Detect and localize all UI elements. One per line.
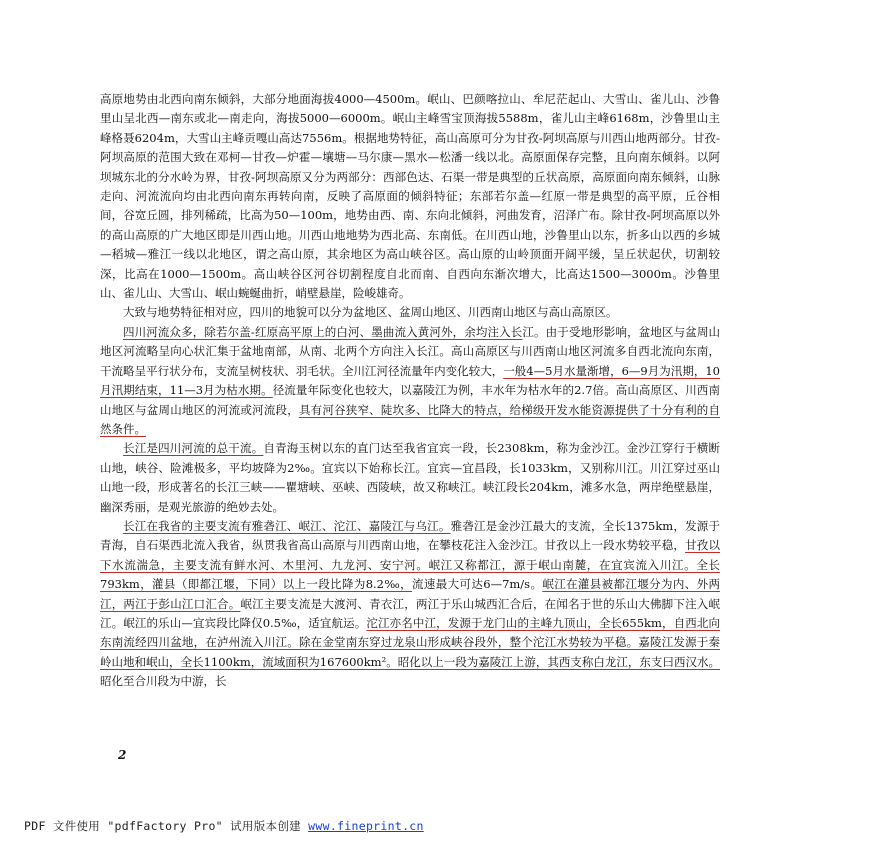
text-span: 径流量年际变化也较大，以嘉陵江为例，丰水年为枯水年的2.7倍。高山高原区、川西南山地区与盆周山地区的河流或河流段， bbox=[100, 383, 720, 417]
paragraph-landform-summary: 大致与地势特征相对应，四川的地貌可以分为盆地区、盆周山地区、川西南山地区与高山高原区。 bbox=[123, 305, 618, 320]
paragraph-yangtze bbox=[100, 439, 720, 517]
text-span: 岷江主要支流是大渡河、青衣江，两江于乐山城西汇合后，在闻名于世的乐山大佛脚下注入岷江。岷江的乐山—宜宾段比降仅0.5‰，适宜航运。 bbox=[100, 596, 720, 630]
document-body bbox=[100, 90, 720, 692]
underlined-text: 沱江亦名中江，发源于龙门山的主峰九顶山，全长655km，自西北向东南流经四川盆地，在泸州流入川江。 bbox=[100, 615, 720, 650]
underlined-text: 长江是四川河流的总干流。 bbox=[123, 441, 264, 456]
paragraph-plateau: 高原地势由北西向南东倾斜，大部分地面海拔4000—4500m。岷山、巴颜喀拉山、牟尼茫起山、大雪山、雀儿山、沙鲁里山呈北西—南东或北—南走向，海拔5000—6000m。岷山主峰雪宝顶海拔5588m，雀儿山主峰6168m，沙鲁里山主峰格聂6204m，大雪山主峰贡嘎山高达7556m。根据地势特征，高山高原可分为甘孜-阿坝高原与川西山地两部分。甘孜-阿坝高原的范围大致在邓柯—甘孜—炉霍—壤塘—马尔康—黑水—松潘一线以北。高原面保存完整，且向南东倾斜。以阿坝城东北的分水岭为界，甘孜-阿坝高原又分为两部分：西部色达、石渠一带是典型的丘状高原，高原面向南东倾斜，山脉走向、河流流向均由北西向南东再转向南，反映了高原面的倾斜特征；东部若尔盖—红原一带是典型的高平原，丘谷相间，谷宽丘圆，排列稀疏，比高为50—100m，地势由西、南、东向北倾斜，河曲发育，沼泽广布。除甘孜-阿坝高原以外的高山高原的广大地区即是川西山地。川西山地地势为西北高、东南低。在川西山地，沙鲁里山以东，折多山以西的乡城—稻城—雅江一线以北地区，谓之高山原，其余地区为高山峡谷区。高山原的山岭顶面开阔平缓，呈丘状起伏，切割较深，比高在1000—1500m。高山峡谷区河谷切割程度自北而南、自西向东渐次增大，比高达1500—3000m。沙鲁里山、雀儿山、大雪山、岷山蜿蜒曲折，峭壁悬崖，险峻雄奇。 bbox=[100, 92, 720, 301]
underlined-text: 一般4—5月水量渐增，6—9月为汛期，10月汛期结束，11—3月为枯水期。 bbox=[100, 363, 720, 398]
text-span: 江。由于受地形影响，盆地区与盆周山地区河流略呈向心状汇集于盆地南部，从南、北两个方向注入长江。高山高原区与川西南山地区河流多自西北流向东南，干流略呈平行状分布，支流呈树枝状、羽毛状。全川江河径流量年内变化较大， bbox=[100, 324, 720, 378]
paragraph-tributaries bbox=[100, 517, 720, 692]
underlined-text: 除在金堂南东穿过龙泉山形成峡谷段外，整个沱江水势较为平稳。 bbox=[298, 635, 639, 650]
underlined-text: 甘孜以下水流湍急，主要支流有鲜水河、木里河、九龙河、安宁河。岷江又称都江，源于岷山南麓，在宜宾流入川江。全长793km，灌县（即都江堰，下同）以上一段比降为8.2‰， bbox=[100, 538, 720, 592]
underlined-text: 岷江在灌县被都江堰分为内、外两江，两江于彭山江口汇合。 bbox=[100, 577, 720, 611]
footer-text: PDF 文件使用 "pdfFactory Pro" 试用版本创建 bbox=[24, 819, 309, 833]
paragraph-rivers bbox=[100, 323, 720, 439]
underlined-text: 四川河流众多，除若尔盖-红原高平原上的白河、墨曲流入黄河外，余均注入长 bbox=[123, 324, 523, 339]
text-span: 雅砻江是金沙江最大的支流，全长1375km，发源于青海，自石渠西北流入我省，纵贯我省高山高原与川西南山地，在攀枝花注入金沙江。 bbox=[100, 518, 720, 553]
underlined-text: 嘉陵江发源于秦岭山地和岷山，全长1100km，流域面积为167600km²。昭化以上一段为嘉陵江上游，其西支称白龙江，东支曰西汉水。 bbox=[100, 635, 721, 669]
text-span: 流速最大可达6—7m/s。 bbox=[412, 577, 543, 592]
text-span: 自青海玉树以东的直门达至我省宜宾一段，长2308km，称为金沙江。金沙江穿行于横断山地，峡谷、险滩极多，平均坡降为2‰。宜宾以下始称长江。宜宾—宜昌段，长1033km，又别称川江。川江穿过巫山山地一段，形成著名的长江三峡——瞿塘峡、巫峡、西陵峡，故又称峡江。峡江段长204km，滩多水急，两岸绝壁悬崖，幽深秀丽，是观光旅游的绝妙去处。 bbox=[100, 441, 720, 514]
pdf-footer bbox=[24, 818, 424, 834]
underlined-text: 长江在我省的主要支流有雅砻江、岷江、沱江、嘉陵江与乌江。 bbox=[123, 518, 451, 533]
text-span: 昭化至合川段为中游，长 bbox=[100, 674, 227, 689]
text-span: 甘孜以上一段水势较平稳， bbox=[544, 538, 686, 553]
footer-link[interactable]: www.fineprint.cn bbox=[308, 819, 424, 833]
underlined-text: 具有河谷狭窄、陡坎多、比降大的特点，给梯级开发水能资源提供了十分有利的自然条件。 bbox=[100, 402, 721, 436]
page-number: 2 bbox=[118, 748, 127, 762]
